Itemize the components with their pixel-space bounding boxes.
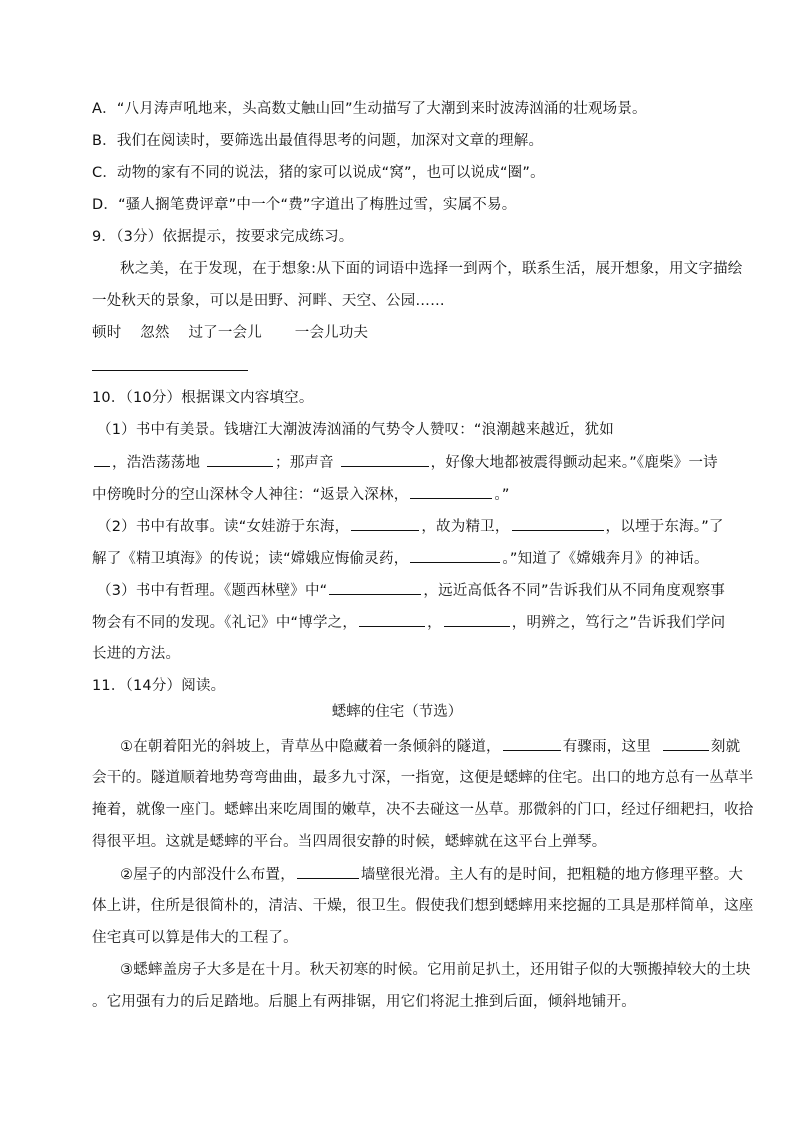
option-b: B．我们在阅读时，要筛选出最值得思考的问题，加深对文章的理解。 — [92, 133, 544, 149]
passage-p1-line3: 掩着，就像一座门。蟋蟀出来吃周围的嫩草，决不去碰这一丛草。那微斜的门口，经过仔细耙扫，收拾 — [92, 802, 754, 818]
passage-p2-line1: ②屋子的内部没什么布置， 墙壁很光滑。主人有的是时间，把粗糙的地方修理平整。大 — [120, 864, 743, 885]
passage-p2-line3: 住宅真可以算是伟大的工程了。 — [92, 930, 298, 946]
blank[interactable] — [512, 516, 604, 531]
word-option: 过了一会儿 — [188, 325, 262, 341]
question-10-header: 10．（10分）根据课文内容填空。 — [92, 390, 314, 406]
question-10-part2-line2: 解了《精卫填海》的传说；读“嫦娥应悔偷灵药， 。”知道了《嫦娥奔月》的神话。 — [92, 548, 709, 569]
question-10-part1-line1: （1）书中有美景。钱塘江大潮波涛汹涌的气势令人赞叹：“浪潮越来越近，犹如 — [97, 422, 614, 438]
passage-p1-line1: ①在朝着阳光的斜坡上，青草丛中隐藏着一条倾斜的隧道， 有骤雨，这里 刻就 — [120, 736, 740, 757]
blank[interactable] — [444, 612, 510, 627]
passage-title: 蟋蟀的住宅（节选） — [331, 704, 463, 720]
question-9-prompt-line-1: 秋之美，在于发现，在于想象:从下面的词语中选择一到两个，联系生活，展开想象，用文字描绘 — [120, 261, 743, 277]
option-c: C．动物的家有不同的说法，猪的家可以说成“窝”，也可以说成“圈”。 — [92, 165, 545, 181]
blank[interactable] — [329, 580, 421, 595]
passage-p1-line2: 会干的。隧道顺着地势弯弯曲曲，最多九寸深，一指宽，这便是蟋蟀的住宅。出口的地方总有一丛草半 — [92, 770, 754, 786]
question-9-word-list — [92, 323, 368, 343]
passage-p3-line1: ③蟋蟀盖房子大多是在十月。秋天初寒的时候。它用前足扒土，还用钳子似的大颚搬掉较大的土块 — [120, 962, 751, 978]
question-10-part1-line2: ，浩浩荡荡地 ；那声音 ，好像大地都被震得颤动起来。”《鹿柴》一诗 — [92, 452, 718, 473]
option-a: A．“八月涛声吼地来，头高数丈触山回”生动描写了大潮到来时波涛汹涌的壮观场景。 — [92, 101, 647, 117]
question-10-part2-line1: （2）书中有故事。读“女娃游于东海， ，故为精卫， ，以堙于东海。”了 — [97, 516, 724, 537]
question-10-part3-line2: 物会有不同的发现。《礼记》中“博学之， ， ，明辨之，笃行之”告诉我们学问 — [92, 612, 725, 633]
word-option: 顿时 — [92, 325, 122, 341]
blank[interactable] — [207, 452, 273, 467]
passage-p1-line4: 得很平坦。这就是蟋蟀的平台。当四周很安静的时候，蟋蟀就在这平台上弹琴。 — [92, 834, 607, 850]
question-9-answer-line[interactable] — [92, 370, 248, 371]
question-10-part3-line3: 长进的方法。 — [92, 646, 181, 662]
question-11-header: 11．（14分）阅读。 — [92, 678, 226, 694]
blank[interactable] — [341, 452, 429, 467]
question-9-prompt-line-2: 一处秋天的景象，可以是田野、河畔、天空、公园…… — [92, 293, 445, 309]
option-d: D．“骚人搁笔费评章”中一个“费”字道出了梅胜过雪，实属不易。 — [92, 197, 517, 213]
blank[interactable] — [359, 612, 425, 627]
word-option: 一会儿功夫 — [294, 325, 369, 341]
question-9-header: 9．（3分）依据提示，按要求完成练习。 — [92, 229, 354, 245]
blank[interactable] — [410, 484, 492, 499]
blank[interactable] — [663, 736, 709, 751]
blank[interactable] — [297, 864, 359, 879]
blank[interactable] — [351, 516, 419, 531]
blank[interactable] — [410, 548, 500, 563]
blank[interactable] — [503, 736, 561, 751]
question-10-part1-line3: 中傍晚时分的空山深林令人神往：“返景入深林， 。” — [92, 484, 510, 505]
passage-p2-line2: 体上讲，住所是很简朴的，清洁、干燥，很卫生。假使我们想到蟋蟀用来挖掘的工具是那样简单，这座 — [92, 898, 754, 914]
blank[interactable] — [94, 452, 110, 467]
word-option: 忽然 — [140, 325, 170, 341]
passage-p3-line2: 。它用强有力的后足踏地。后腿上有两排锯，用它们将泥土推到后面，倾斜地铺开。 — [92, 994, 636, 1010]
question-10-part3-line1: （3）书中有哲理。《题西林壁》中“ ，远近高低各不同”告诉我们从不同角度观察事 — [97, 580, 725, 601]
